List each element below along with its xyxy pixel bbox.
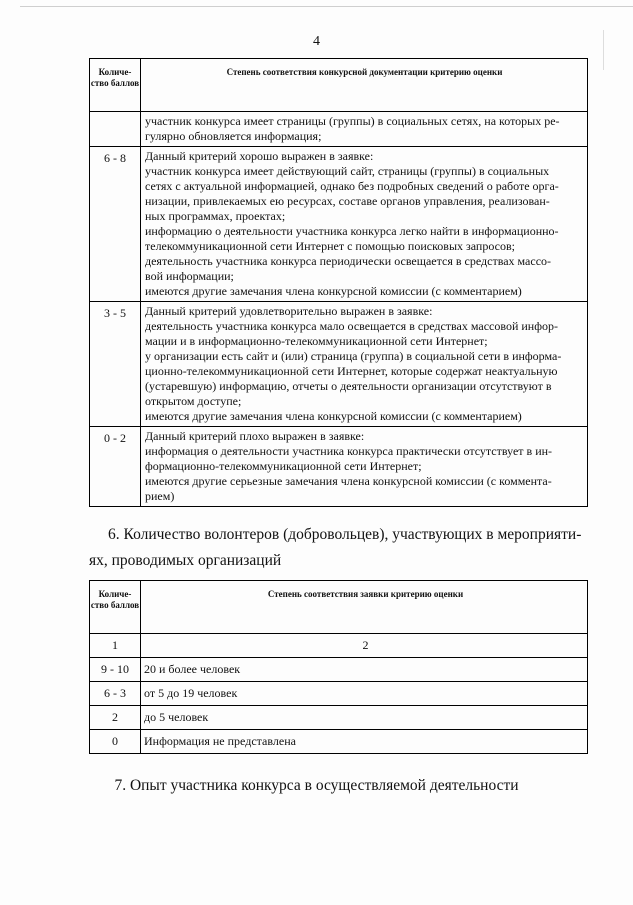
text-line: рием) [145, 489, 175, 503]
column-number-1: 1 [90, 634, 141, 658]
criteria-text-cell [141, 147, 588, 302]
table-row [90, 427, 588, 507]
header-score-cell: Количе-ство баллов [90, 581, 141, 634]
section-6-heading-cont [89, 548, 571, 574]
text-line: (устаревшую) информацию, отчеты о деятельности организации отсутствуют в [145, 379, 552, 393]
table-header-row [90, 581, 588, 634]
text-line: информация о деятельности участника конкурса практически отсутствует в ин- [145, 444, 553, 458]
text-line: формационно-телекоммуникационной сети Интернет; [145, 459, 422, 473]
text-line: имеются другие замечания члена конкурсной комиссии (с комментарием) [145, 284, 522, 298]
text-line: ционно-телекоммуникационной сети Интернет, которые содержат неактуальную [145, 364, 558, 378]
table-row [90, 658, 588, 682]
criteria-text-cell [141, 427, 588, 507]
section-6-line: 6. Количество волонтеров (добровольцев), участвующих в мероприяти- [108, 526, 582, 543]
table-row [90, 730, 588, 754]
text-line: имеются другие серьезные замечания члена конкурсной комиссии (с коммента- [145, 474, 552, 488]
text-line: вой информации; [145, 269, 234, 283]
table-row [90, 706, 588, 730]
header-score-cell: Количе-ство баллов [90, 59, 141, 112]
table-header-row [90, 59, 588, 112]
text-line: низации, привлекаемых ею ресурсах, составе органов управления, реализован- [145, 194, 550, 208]
column-number-2: 2 [141, 634, 588, 658]
text-line: гулярно обновляется информация; [145, 129, 322, 143]
header-criteria-cell: Степень соответствия заявки критерию оценки [141, 581, 588, 634]
text-line: открытом доступе; [145, 394, 242, 408]
section-7-heading: 7. Опыт участника конкурса в осуществляемой деятельности [114, 777, 519, 794]
criteria-text-cell: до 5 человек [141, 706, 588, 730]
text-line: участник конкурса имеет действующий сайт, страницы (группы) в социальных [145, 164, 550, 178]
table-row [90, 112, 588, 147]
criteria-text-cell: Информация не представлена [141, 730, 588, 754]
criteria-text-cell: от 5 до 19 человек [141, 682, 588, 706]
text-line: Данный критерий плохо выражен в заявке: [145, 429, 365, 443]
table-row [90, 682, 588, 706]
text-line: Данный критерий удовлетворительно выражен в заявке: [145, 304, 433, 318]
score-cell: 0 [90, 730, 141, 754]
text-line: телекоммуникационной сети Интернет с помощью поисковых запросов; [145, 239, 515, 253]
text-line: деятельность участника конкурса периодически освещается в средствах массо- [145, 254, 552, 268]
header-criteria-cell: Степень соответствия конкурсной документации критерию оценки [141, 59, 588, 112]
section-6-line: ях, проводимых организаций [89, 552, 282, 569]
text-line: мации и в информационно-телекоммуникационной сети Интернет; [145, 334, 488, 348]
score-cell: 6 - 8 [90, 147, 141, 302]
section-6-heading [108, 522, 590, 548]
scan-edge-line [20, 6, 633, 7]
score-cell: 3 - 5 [90, 302, 141, 427]
text-line: имеются другие замечания члена конкурсной комиссии (с комментарием) [145, 409, 522, 423]
score-cell: 9 - 10 [90, 658, 141, 682]
volunteers-table [89, 580, 588, 754]
score-cell: 2 [90, 706, 141, 730]
text-line: деятельность участника конкурса мало освещается в средствах массовой инфор- [145, 319, 558, 333]
text-line: Данный критерий хорошо выражен в заявке: [145, 149, 374, 163]
criteria-text-cell [141, 112, 588, 147]
text-line: ных программах, проектах; [145, 209, 286, 223]
score-cell [90, 112, 141, 147]
column-numbering-row [90, 634, 588, 658]
text-line: у организации есть сайт и (или) страница (группа) в социальной сети в информа- [145, 349, 562, 363]
score-cell: 0 - 2 [90, 427, 141, 507]
text-line: сетях с актуальной информацией, однако без подробных сведений о работе орга- [145, 179, 559, 193]
criteria-table [89, 58, 588, 507]
score-cell: 6 - 3 [90, 682, 141, 706]
text-line: участник конкурса имеет страницы (группы) в социальных сетях, на которых ре- [145, 114, 560, 128]
text-line: информацию о деятельности участника конкурса легко найти в информационно- [145, 224, 559, 238]
page-number: 4 [313, 34, 320, 49]
table-row [90, 302, 588, 427]
criteria-text-cell: 20 и более человек [141, 658, 588, 682]
criteria-text-cell [141, 302, 588, 427]
table-row [90, 147, 588, 302]
